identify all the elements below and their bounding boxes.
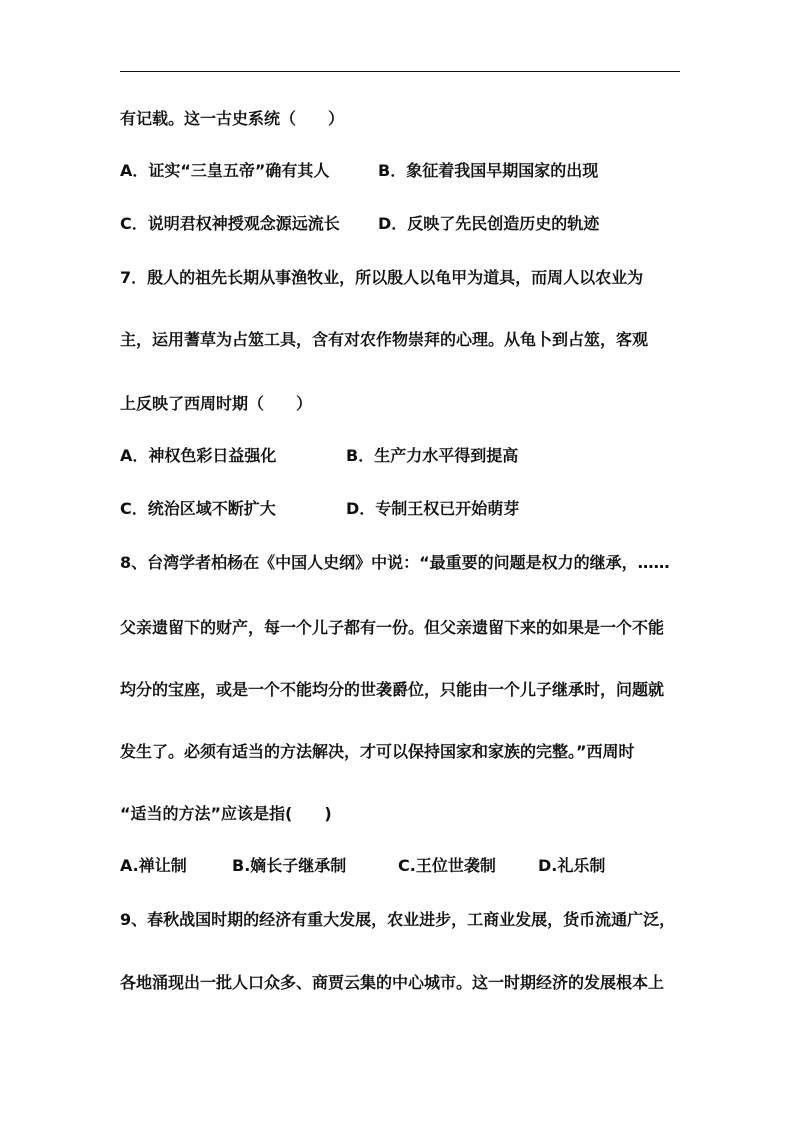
q8-stem-line-4: 发生了。必须有适当的方法解决，才可以保持国家和家族的完整。”西周时 [120,742,635,761]
q7-option-a: A．神权色彩日益强化 [120,446,277,465]
q7-option-d: D．专制王权已开始萌芽 [346,499,520,518]
q6-option-d: D．反映了先民创造历史的轨迹 [378,214,600,233]
q8-option-b: B.嫡长子继承制 [232,856,347,875]
q8-stem-line-3: 均分的宝座，或是一个不能均分的世袭爵位，只能由一个儿子继承时，问题就 [120,680,665,699]
q7-stem-line-2: 主，运用蓍草为占筮工具，含有对农作物崇拜的心理。从龟卜到占筮，客观 [120,330,649,349]
q8-stem-line-1: 8、台湾学者柏杨在《中国人史纲》中说：“最重要的问题是权力的继承，…… [120,553,670,572]
q6-stem-tail: 有记载。这一古史系统（ ） [120,109,345,128]
q8-option-d: D.礼乐制 [538,856,606,875]
q9-stem-line-2: 各地涌现出一批人口众多、商贾云集的中心城市。这一时期经济的发展根本上 [120,973,665,992]
q6-option-b: B．象征着我国早期国家的出现 [378,161,599,180]
q7-stem-line-3: 上反映了西周时期（ ） [120,394,313,413]
header-rule [120,71,680,72]
q7-option-c: C．统治区域不断扩大 [120,499,276,518]
q6-option-c: C．说明君权神授观念源远流长 [120,214,340,233]
q7-stem-line-1: 7．殷人的祖先长期从事渔牧业，所以殷人以龟甲为道具，而周人以农业为 [120,268,644,287]
q8-option-c: C.王位世袭制 [398,856,496,875]
q9-stem-line-1: 9、春秋战国时期的经济有重大发展，农业进步，工商业发展，货币流通广泛， [120,910,676,929]
q7-option-b: B．生产力水平得到提高 [346,446,519,465]
q8-stem-line-2: 父亲遗留下的财产，每一个儿子都有一份。但父亲遗留下来的如果是一个不能 [120,618,665,637]
q8-stem-line-5: “适当的方法”应该是指( ) [120,804,332,823]
q8-option-a: A.禅让制 [120,856,187,875]
q6-option-a: A．证实“三皇五帝”确有其人 [120,161,330,180]
